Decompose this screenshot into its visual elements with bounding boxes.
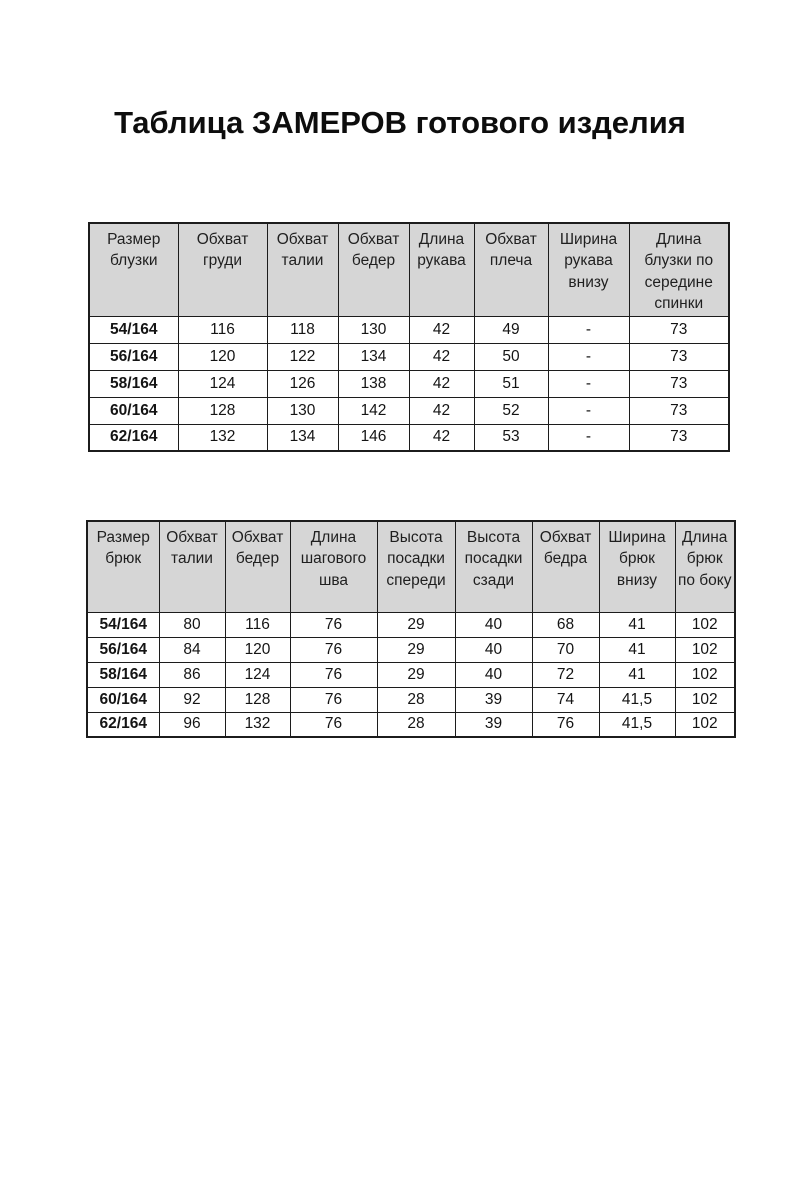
- table-cell: 29: [377, 637, 455, 662]
- table-cell: 120: [225, 637, 290, 662]
- table-cell: 120: [178, 343, 267, 370]
- table-cell: 124: [178, 370, 267, 397]
- table-row: [89, 397, 729, 424]
- table-cell: 76: [290, 637, 377, 662]
- table-cell: 42: [409, 397, 474, 424]
- table-cell: 62/164: [87, 712, 159, 737]
- table-cell: 73: [629, 424, 729, 451]
- table-cell: 132: [225, 712, 290, 737]
- table-cell: 29: [377, 612, 455, 637]
- table-cell: 73: [629, 316, 729, 343]
- table-cell: 102: [675, 612, 735, 637]
- table-cell: 53: [474, 424, 548, 451]
- table-cell: 102: [675, 662, 735, 687]
- table-cell: 56/164: [87, 637, 159, 662]
- table-cell: 41: [599, 637, 675, 662]
- blouse-table-head: [89, 223, 729, 316]
- trousers-table-body: [87, 612, 735, 737]
- table-cell: 142: [338, 397, 409, 424]
- column-header-cell: Ширина рукава внизу: [548, 223, 629, 316]
- blouse-table-header-row: [89, 223, 729, 316]
- column-header-cell: Обхват талии: [159, 521, 225, 612]
- table-cell: 28: [377, 687, 455, 712]
- table-cell: 73: [629, 397, 729, 424]
- table-cell: 40: [455, 637, 532, 662]
- table-cell: -: [548, 370, 629, 397]
- table-cell: 102: [675, 687, 735, 712]
- blouse-measurements-table: [88, 222, 730, 452]
- table-cell: 138: [338, 370, 409, 397]
- table-cell: 29: [377, 662, 455, 687]
- column-header-cell: Обхват груди: [178, 223, 267, 316]
- table-row: [89, 370, 729, 397]
- table-cell: -: [548, 316, 629, 343]
- table-cell: 56/164: [89, 343, 178, 370]
- column-header-cell: Обхват бедер: [225, 521, 290, 612]
- table-cell: 118: [267, 316, 338, 343]
- table-cell: 134: [338, 343, 409, 370]
- table-row: [87, 662, 735, 687]
- table-row: [87, 712, 735, 737]
- table-cell: 72: [532, 662, 599, 687]
- table-cell: 126: [267, 370, 338, 397]
- table-cell: 39: [455, 687, 532, 712]
- table-cell: 40: [455, 662, 532, 687]
- table-cell: 68: [532, 612, 599, 637]
- table-cell: 128: [225, 687, 290, 712]
- table-cell: 42: [409, 343, 474, 370]
- table-cell: 130: [338, 316, 409, 343]
- table-cell: 73: [629, 370, 729, 397]
- trousers-measurements-table: [86, 520, 736, 738]
- table-cell: 96: [159, 712, 225, 737]
- column-header-cell: Длина рукава: [409, 223, 474, 316]
- page-title: Таблица ЗАМЕРОВ готового изделия: [114, 105, 686, 140]
- table-cell: 76: [290, 712, 377, 737]
- table-row: [87, 612, 735, 637]
- table-cell: -: [548, 343, 629, 370]
- column-header-cell: Ширина брюк внизу: [599, 521, 675, 612]
- table-cell: 60/164: [87, 687, 159, 712]
- table-cell: 128: [178, 397, 267, 424]
- blouse-table-body: [89, 316, 729, 451]
- column-header-cell: Обхват плеча: [474, 223, 548, 316]
- table-cell: 92: [159, 687, 225, 712]
- table-cell: 132: [178, 424, 267, 451]
- column-header-cell: Размер брюк: [87, 521, 159, 612]
- table-cell: 122: [267, 343, 338, 370]
- table-cell: 42: [409, 370, 474, 397]
- table-cell: 74: [532, 687, 599, 712]
- table-cell: 102: [675, 712, 735, 737]
- table-row: [89, 316, 729, 343]
- table-cell: 42: [409, 316, 474, 343]
- table-cell: 52: [474, 397, 548, 424]
- column-header-cell: Длина брюк по боку: [675, 521, 735, 612]
- table-cell: 116: [178, 316, 267, 343]
- column-header-cell: Длина блузки по середине спинки: [629, 223, 729, 316]
- table-cell: 41,5: [599, 687, 675, 712]
- table-cell: 28: [377, 712, 455, 737]
- table-row: [87, 687, 735, 712]
- table-cell: 58/164: [89, 370, 178, 397]
- table-cell: 80: [159, 612, 225, 637]
- table-cell: 134: [267, 424, 338, 451]
- table-cell: 73: [629, 343, 729, 370]
- table-cell: 76: [532, 712, 599, 737]
- table-cell: 76: [290, 687, 377, 712]
- table-cell: -: [548, 424, 629, 451]
- table-cell: 39: [455, 712, 532, 737]
- column-header-cell: Обхват бедер: [338, 223, 409, 316]
- table-cell: 41: [599, 612, 675, 637]
- table-cell: 58/164: [87, 662, 159, 687]
- table-cell: 84: [159, 637, 225, 662]
- table-cell: 124: [225, 662, 290, 687]
- column-header-cell: Обхват талии: [267, 223, 338, 316]
- table-cell: 86: [159, 662, 225, 687]
- column-header-cell: Высота посадки спереди: [377, 521, 455, 612]
- table-cell: -: [548, 397, 629, 424]
- table-cell: 41,5: [599, 712, 675, 737]
- table-cell: 76: [290, 662, 377, 687]
- table-cell: 62/164: [89, 424, 178, 451]
- table-cell: 116: [225, 612, 290, 637]
- trousers-table-head: [87, 521, 735, 612]
- column-header-cell: Длина шагового шва: [290, 521, 377, 612]
- table-cell: 76: [290, 612, 377, 637]
- table-cell: 102: [675, 637, 735, 662]
- table-row: [87, 637, 735, 662]
- table-cell: 146: [338, 424, 409, 451]
- table-cell: 40: [455, 612, 532, 637]
- table-cell: 49: [474, 316, 548, 343]
- table-row: [89, 424, 729, 451]
- table-cell: 54/164: [87, 612, 159, 637]
- table-cell: 50: [474, 343, 548, 370]
- column-header-cell: Обхват бедра: [532, 521, 599, 612]
- table-cell: 54/164: [89, 316, 178, 343]
- column-header-cell: Размер блузки: [89, 223, 178, 316]
- trousers-table-header-row: [87, 521, 735, 612]
- table-cell: 41: [599, 662, 675, 687]
- table-cell: 60/164: [89, 397, 178, 424]
- table-cell: 130: [267, 397, 338, 424]
- table-cell: 42: [409, 424, 474, 451]
- table-cell: 70: [532, 637, 599, 662]
- table-cell: 51: [474, 370, 548, 397]
- column-header-cell: Высота посадки сзади: [455, 521, 532, 612]
- table-row: [89, 343, 729, 370]
